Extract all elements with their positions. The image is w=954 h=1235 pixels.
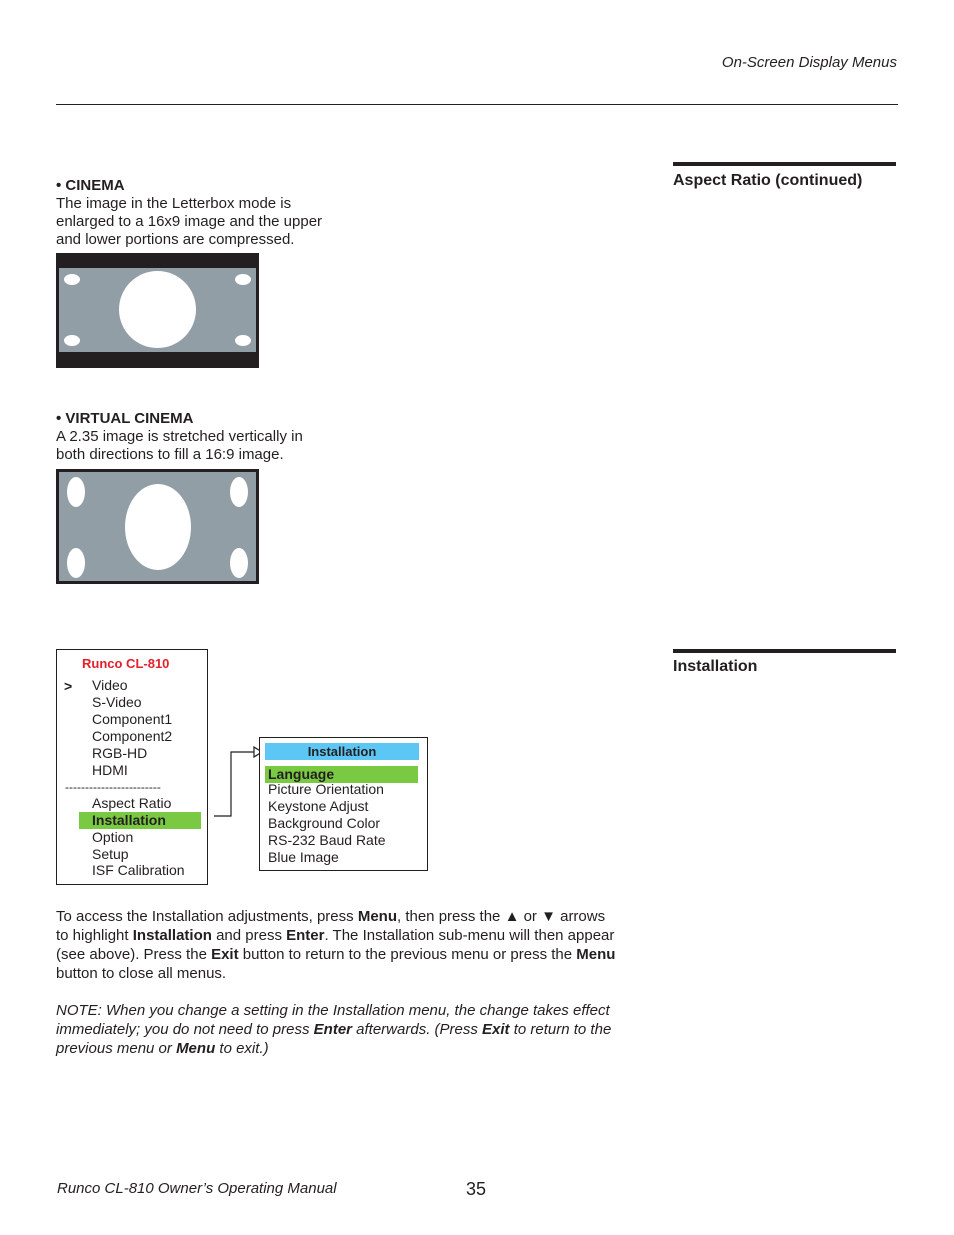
virtual-cinema-screen-area (59, 472, 256, 581)
cinema-description-line2: enlarged to a 16x9 image and the upper (56, 213, 323, 230)
center-ellipse (125, 484, 191, 570)
submenu-item-blue-image[interactable]: Blue Image (268, 849, 339, 865)
menu-item-option[interactable]: Option (92, 829, 134, 845)
menu-divider: ------------------------ (65, 780, 161, 794)
installation-submenu (259, 737, 428, 871)
virtual-cinema-heading: • VIRTUAL CINEMA (56, 410, 194, 427)
instructions-line2: to highlight Installation and press Enter. The Installation sub-menu will then appear (56, 927, 615, 944)
corner-ellipse (64, 274, 80, 285)
corner-ellipse (67, 477, 85, 507)
menu-item-installation-selected[interactable]: Installation (79, 812, 201, 829)
cinema-description-line1: The image in the Letterbox mode is (56, 195, 292, 212)
menu-cursor: > (64, 678, 73, 694)
section-title-installation: Installation (673, 658, 758, 675)
note-paragraph (56, 1001, 611, 1058)
submenu-connector-arrow (210, 740, 264, 820)
section-title-aspect-ratio: Aspect Ratio (continued) (673, 172, 863, 189)
corner-ellipse (230, 548, 248, 578)
menu-input-component2[interactable]: Component2 (92, 728, 173, 744)
corner-ellipse (64, 335, 80, 346)
submenu-item-rs232-baud-rate[interactable]: RS-232 Baud Rate (268, 832, 386, 848)
menu-title: Runco CL-810 (82, 656, 170, 671)
page-number: 35 (466, 1179, 487, 1199)
cinema-screen-area (59, 268, 256, 352)
header-rule (56, 104, 898, 105)
note-line1: NOTE: When you change a setting in the Installation menu, the change takes effect (56, 1002, 610, 1019)
submenu-item-background-color[interactable]: Background Color (268, 815, 381, 831)
corner-ellipse (230, 477, 248, 507)
cinema-aspect-illustration (56, 253, 259, 368)
submenu-item-keystone-adjust[interactable]: Keystone Adjust (268, 798, 369, 814)
main-osd-menu (56, 649, 208, 885)
menu-input-rgb-hd[interactable]: RGB-HD (92, 745, 148, 761)
running-header: On-Screen Display Menus (721, 54, 897, 71)
instructions-line4: button to close all menus. (56, 965, 227, 982)
instructions-paragraph (56, 907, 615, 983)
corner-ellipse (235, 335, 251, 346)
virtual-cinema-description-line2: both directions to fill a 16:9 image. (56, 446, 284, 463)
virtual-cinema-aspect-illustration (56, 469, 259, 584)
center-circle (119, 271, 196, 348)
note-line2: immediately; you do not need to press Enter afterwards. (Press Exit to return to the (56, 1021, 612, 1038)
submenu-title: Installation (265, 743, 419, 760)
section-bar-aspect (673, 162, 896, 166)
menu-item-isf-calibration[interactable]: ISF Calibration (92, 862, 185, 878)
instructions-line3: (see above). Press the Exit button to return to the previous menu or press the Menu (56, 946, 616, 963)
submenu-item-language-selected[interactable]: Language (265, 766, 418, 783)
corner-ellipse (235, 274, 251, 285)
note-line3: previous menu or Menu to exit.) (56, 1040, 269, 1057)
menu-item-setup[interactable]: Setup (92, 846, 129, 862)
submenu-item-picture-orientation[interactable]: Picture Orientation (268, 781, 384, 797)
menu-item-aspect-ratio[interactable]: Aspect Ratio (92, 795, 172, 811)
section-bar-installation (673, 649, 896, 653)
menu-input-s-video[interactable]: S-Video (92, 694, 142, 710)
menu-input-video[interactable]: Video (92, 677, 128, 693)
cinema-heading: • CINEMA (56, 177, 125, 194)
instructions-line1: To access the Installation adjustments, press Menu, then press the ▲ or ▼ arrows (56, 908, 606, 925)
menu-input-component1[interactable]: Component1 (92, 711, 173, 727)
cinema-description-line3: and lower portions are compressed. (56, 231, 295, 248)
footer-manual-title: Runco CL-810 Owner’s Operating Manual (57, 1180, 337, 1197)
menu-input-hdmi[interactable]: HDMI (92, 762, 128, 778)
corner-ellipse (67, 548, 85, 578)
virtual-cinema-description-line1: A 2.35 image is stretched vertically in (56, 428, 303, 445)
